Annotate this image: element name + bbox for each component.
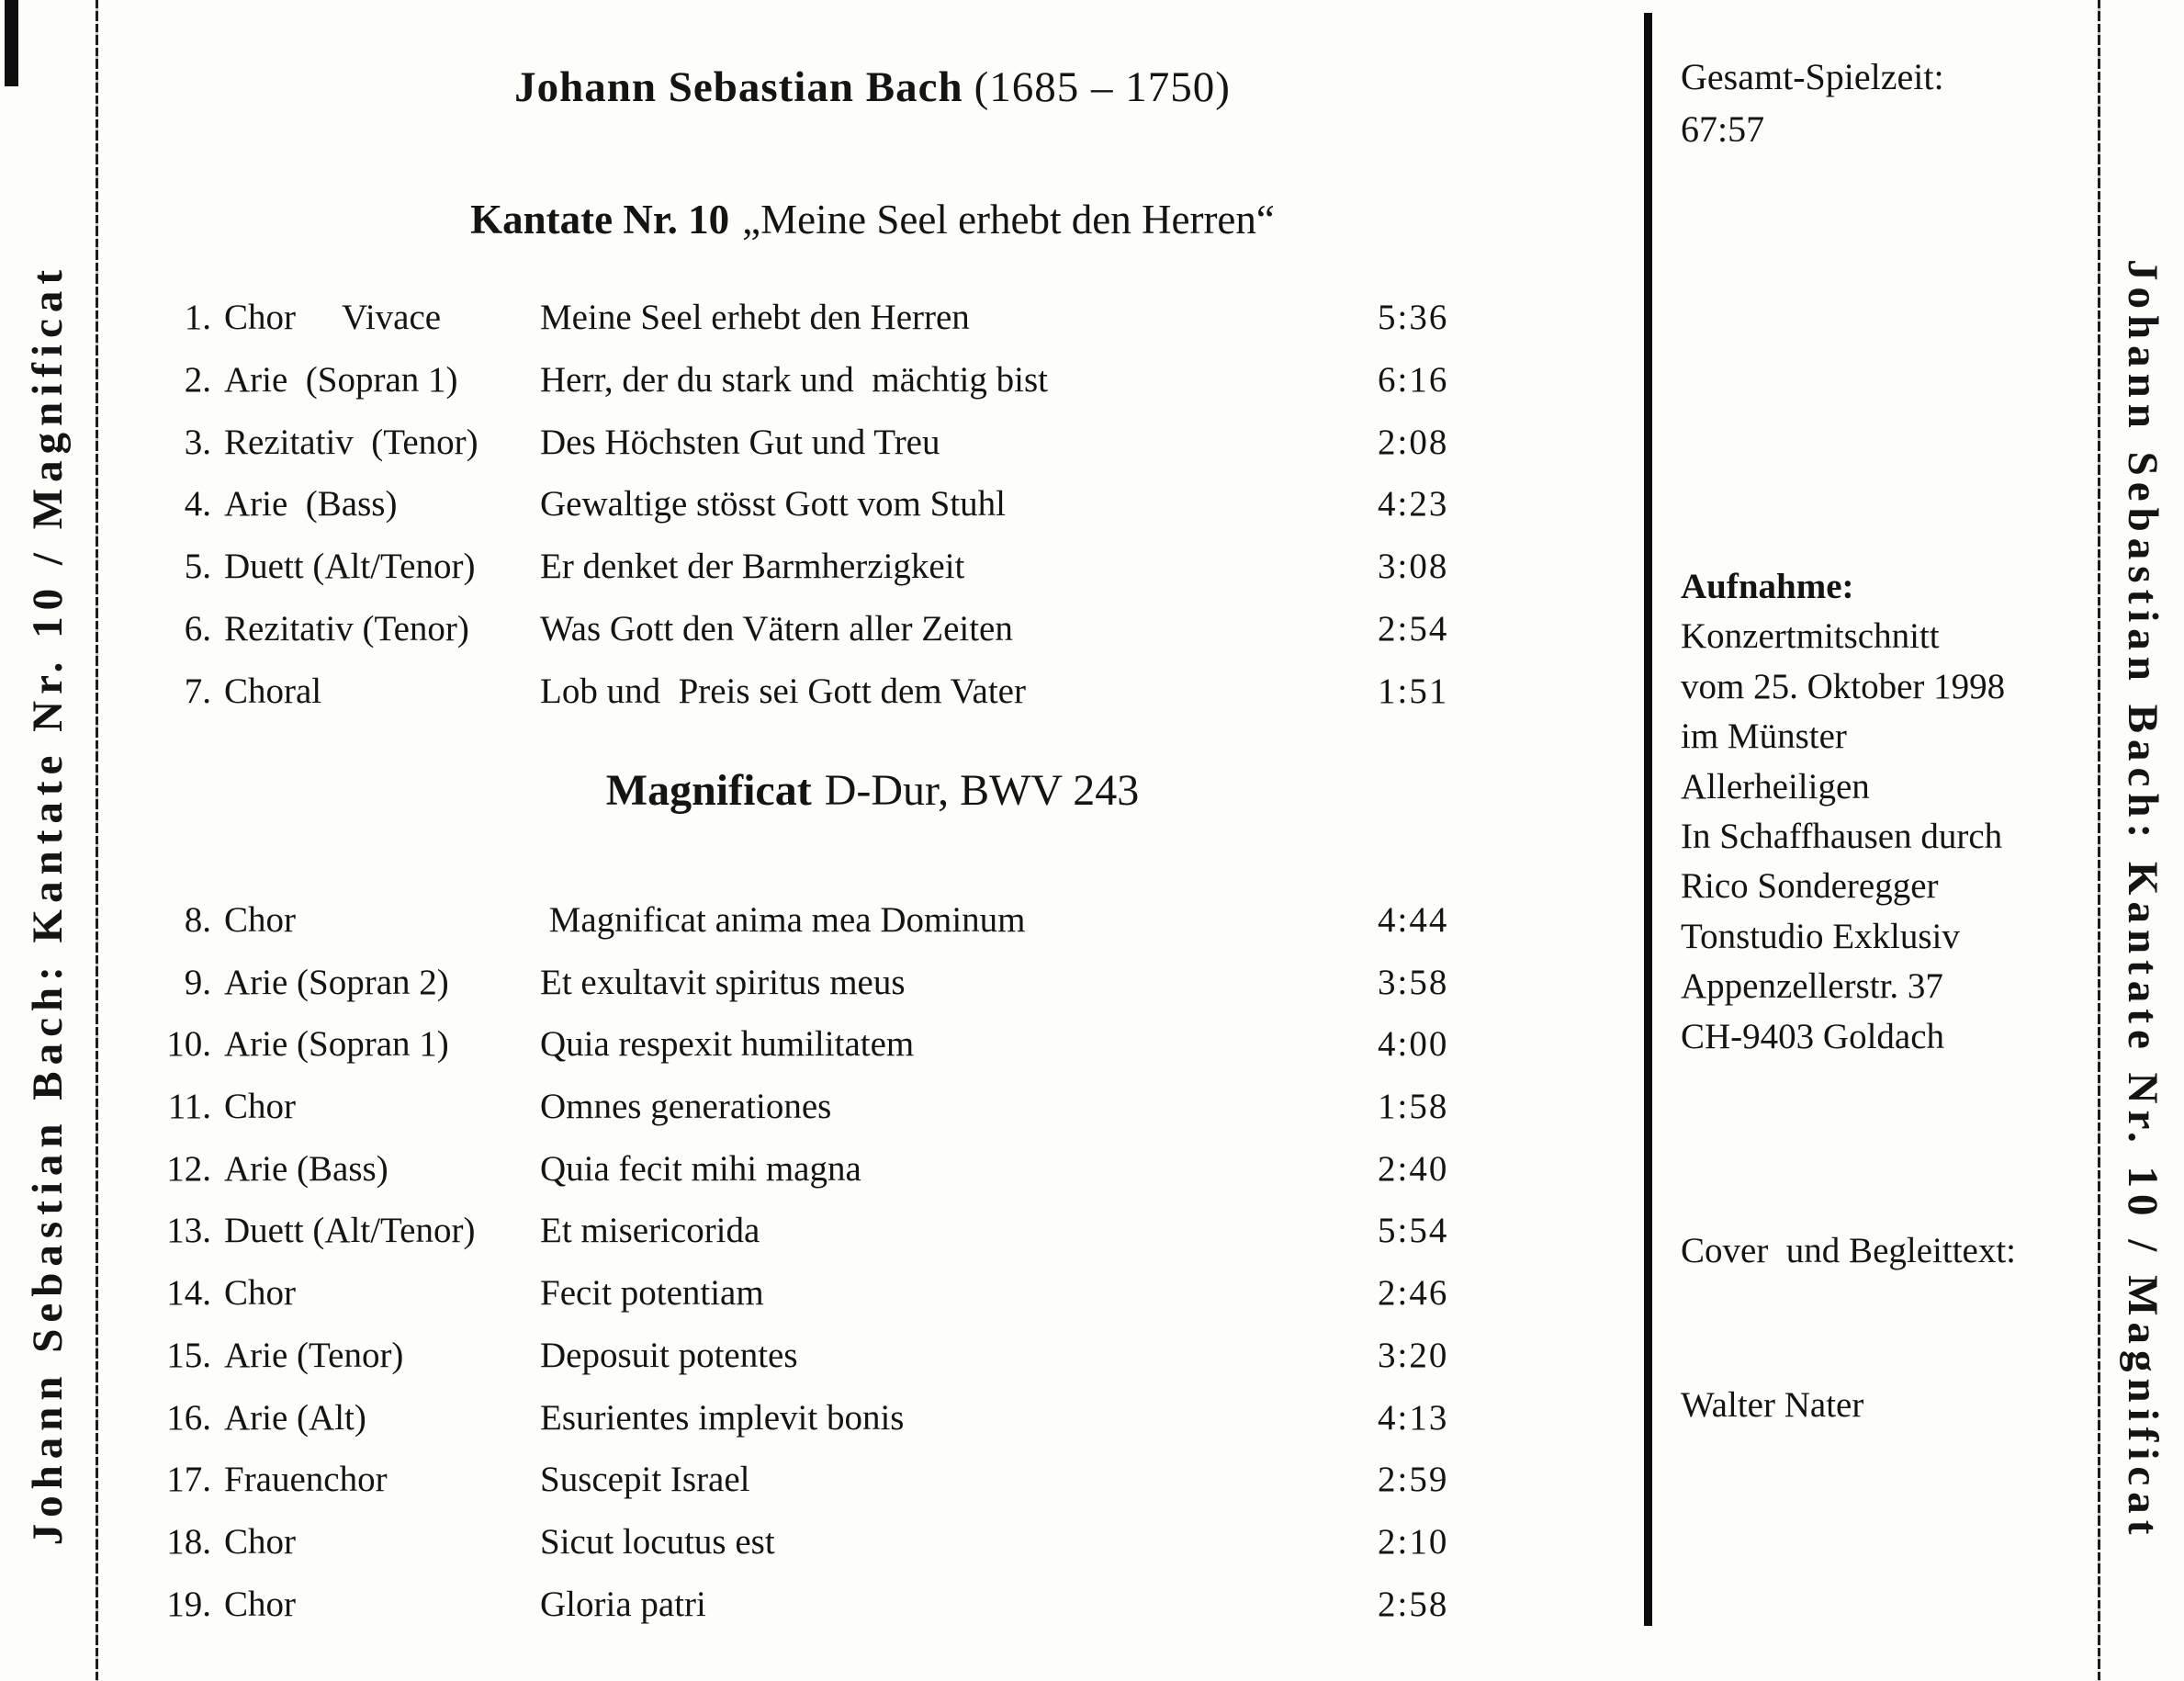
magnificat-heading <box>101 765 1644 816</box>
track-duration: 3:58 <box>1378 962 1449 1002</box>
cantata-track-table <box>138 296 1479 732</box>
track-number: 10. <box>166 1024 211 1065</box>
track-type-text: Chor <box>224 1584 296 1624</box>
recording-heading: Aufnahme: <box>1681 567 1854 606</box>
track-duration: 4:23 <box>1378 484 1449 525</box>
track-title: Gloria patri <box>540 1584 706 1624</box>
track-duration: 3:20 <box>1378 1335 1449 1375</box>
total-playtime-block <box>1681 51 2094 155</box>
track-number: 18. <box>166 1521 211 1562</box>
track-duration: 1:51 <box>1378 671 1449 711</box>
track-duration: 2:58 <box>1378 1584 1449 1624</box>
track-title: Sicut locutus est <box>540 1521 775 1562</box>
track-type-text: Chor <box>224 1521 296 1562</box>
track-duration: 6:16 <box>1378 359 1449 400</box>
track-type <box>224 545 527 607</box>
cantata-heading <box>101 196 1644 243</box>
track-type-text: Arie (Sopran 1) <box>224 1024 449 1065</box>
track-type <box>224 1085 527 1147</box>
track-type-text: Chor <box>224 1087 296 1127</box>
track-title: Quia fecit mihi magna <box>540 1148 861 1189</box>
track-number: 11. <box>167 1087 211 1127</box>
track-type <box>224 1022 527 1085</box>
track-number: 3. <box>184 422 211 462</box>
track-type <box>224 358 527 421</box>
track-title: Was Gott den Vätern aller Zeiten <box>540 608 1013 649</box>
magnificat-track-table <box>138 898 1479 1644</box>
credits-line: Cover und Begleittext: <box>1681 1231 2017 1270</box>
track-type-text: Arie (Tenor) <box>224 1335 404 1375</box>
track-type <box>224 1458 527 1520</box>
track-type-text: Frauenchor <box>224 1460 388 1500</box>
track-title: Omnes generationes <box>540 1087 832 1127</box>
recording-line: Appenzellerstr. 37 <box>1681 966 1943 1007</box>
recording-line: Allerheiligen <box>1681 766 1870 807</box>
track-number: 1. <box>184 298 211 337</box>
track-duration: 2:54 <box>1378 608 1449 649</box>
track-title: Gewaltige stösst Gott vom Stuhl <box>540 484 1006 525</box>
track-type <box>224 1334 527 1396</box>
track-title: Et misericorida <box>540 1211 760 1251</box>
track-number: 2. <box>184 359 211 400</box>
recording-line: im Münster <box>1681 716 1847 757</box>
track-duration: 2:40 <box>1378 1148 1449 1189</box>
track-duration: 5:36 <box>1378 298 1449 337</box>
track-duration: 2:46 <box>1378 1273 1449 1314</box>
right-fold-line <box>2098 0 2100 1681</box>
track-title: Quia respexit humilitatem <box>540 1024 915 1065</box>
track-number: 7. <box>184 671 211 711</box>
track-type-text: Arie (Sopran 2) <box>224 962 449 1002</box>
track-duration: 4:00 <box>1378 1024 1449 1065</box>
track-type <box>224 1396 527 1459</box>
track-number: 4. <box>184 484 211 525</box>
track-number: 6. <box>184 608 211 649</box>
track-type-text: Arie (Alt) <box>224 1397 366 1438</box>
track-title: Lob und Preis sei Gott dem Vater <box>540 671 1026 711</box>
track-type-text: Choral <box>224 671 322 711</box>
track-number: 17. <box>166 1460 211 1500</box>
track-title: Fecit potentiam <box>540 1273 764 1314</box>
track-title: Magnificat anima mea Dominum <box>540 900 1026 940</box>
spine-right <box>2107 0 2178 1681</box>
spine-right-title: Johann Sebastian Bach: Kantate Nr. 10 / Magnificat <box>2119 259 2167 1541</box>
track-title: Des Höchsten Gut und Treu <box>540 422 940 462</box>
track-type <box>224 607 527 670</box>
spine-left <box>7 0 88 1681</box>
album-header <box>101 62 1644 112</box>
track-type-text: Chor <box>224 900 296 940</box>
track-title: Suscepit Israel <box>540 1460 750 1500</box>
track-number: 8. <box>184 900 211 940</box>
track-duration: 3:08 <box>1378 547 1449 587</box>
track-number: 15. <box>166 1335 211 1375</box>
track-title: Er denket der Barmherzigkeit <box>540 547 965 587</box>
recording-line: CH-9403 Goldach <box>1681 1016 1945 1056</box>
track-type <box>224 670 527 732</box>
track-type-text: Duett (Alt/Tenor) <box>224 1211 476 1251</box>
magnificat-title: Magnificat <box>605 766 812 815</box>
cantata-title: Kantate Nr. 10 <box>470 197 730 243</box>
track-type <box>224 421 527 483</box>
track-type <box>224 1209 527 1271</box>
track-type <box>224 1147 527 1210</box>
track-type <box>224 296 527 358</box>
track-type <box>224 898 527 961</box>
track-type <box>224 1520 527 1583</box>
track-number: 12. <box>166 1148 211 1189</box>
track-type-text: Rezitativ (Tenor) <box>224 608 469 649</box>
credits-line: Walter Nater <box>1681 1385 1864 1425</box>
track-duration: 2:10 <box>1378 1521 1449 1562</box>
credits-block <box>1681 1123 2094 1534</box>
track-title: Herr, der du stark und mächtig bist <box>540 359 1048 400</box>
track-type-text: Arie (Bass) <box>224 484 398 525</box>
track-number: 9. <box>184 962 211 1002</box>
track-duration: 1:58 <box>1378 1087 1449 1127</box>
track-number: 14. <box>166 1273 211 1314</box>
track-tempo: Vivace <box>342 298 442 337</box>
recording-line: In Schaffhausen durch <box>1681 817 2003 857</box>
track-type <box>224 1583 527 1645</box>
track-type-text: Arie (Sopran 1) <box>224 359 458 400</box>
track-type <box>224 961 527 1023</box>
composer-name: Johann Sebastian Bach <box>514 63 963 111</box>
track-number: 5. <box>184 547 211 587</box>
track-duration: 4:13 <box>1378 1397 1449 1438</box>
spine-left-title: Johann Sebastian Bach: Kantate Nr. 10 / Magnificat <box>24 264 72 1546</box>
track-duration: 2:08 <box>1378 422 1449 462</box>
total-playtime-label: Gesamt-Spielzeit: <box>1681 56 1944 97</box>
track-type-text: Rezitativ (Tenor) <box>224 422 478 462</box>
recording-line: Rico Sonderegger <box>1681 866 1939 907</box>
track-type <box>224 482 527 545</box>
track-title: Meine Seel erhebt den Herren <box>540 298 970 337</box>
track-type-text: Chor <box>224 1273 296 1314</box>
total-playtime-value: 67:57 <box>1681 108 1765 150</box>
track-duration: 5:54 <box>1378 1211 1449 1251</box>
recording-line: Konzertmitschnitt <box>1681 616 1940 657</box>
cantata-subtitle: „Meine Seel erhebt den Herren“ <box>742 197 1275 243</box>
track-duration: 4:44 <box>1378 900 1449 940</box>
magnificat-subtitle: D-Dur, BWV 243 <box>824 766 1140 815</box>
track-number: 19. <box>166 1584 211 1624</box>
track-type-text: Duett (Alt/Tenor) <box>224 547 476 587</box>
left-fold-line <box>96 0 98 1681</box>
track-title: Et exultavit spiritus meus <box>540 962 906 1002</box>
track-number: 16. <box>166 1397 211 1438</box>
panel-divider-line <box>1644 13 1652 1626</box>
track-title: Esurientes implevit bonis <box>540 1397 905 1438</box>
track-type <box>224 1271 527 1334</box>
recording-info-block <box>1681 562 2094 1062</box>
track-duration: 2:59 <box>1378 1460 1449 1500</box>
track-title: Deposuit potentes <box>540 1335 798 1375</box>
track-type-text: Chor <box>224 298 296 337</box>
track-type-text: Arie (Bass) <box>224 1148 388 1189</box>
recording-line: vom 25. Oktober 1998 <box>1681 666 2006 706</box>
composer-dates: (1685 – 1750) <box>974 63 1231 111</box>
recording-line: Tonstudio Exklusiv <box>1681 916 1960 956</box>
track-number: 13. <box>166 1211 211 1251</box>
